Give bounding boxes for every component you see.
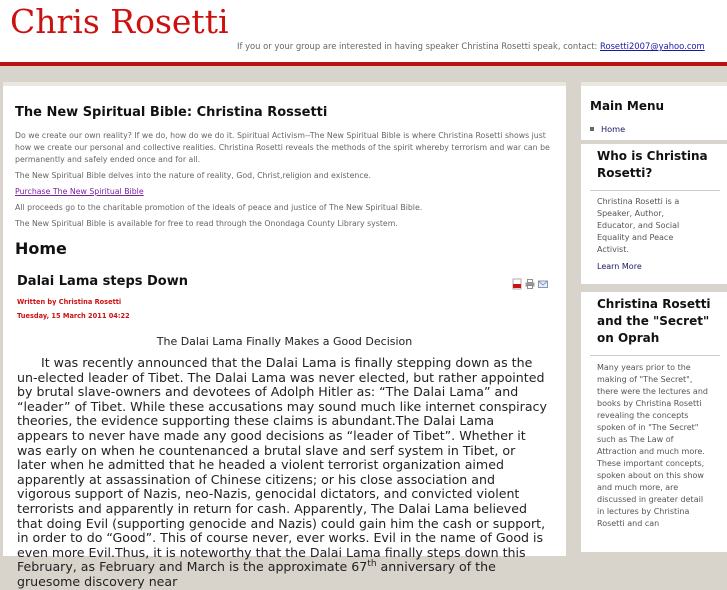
article-date: Tuesday, 15 March 2011 04:22	[17, 312, 130, 320]
contact-email-link[interactable]: Rosetti2007@yahoo.com	[600, 41, 705, 51]
secret-title: Christina Rosetti and the "Secret" on Oprah	[597, 297, 711, 345]
menu-item-home[interactable]	[590, 124, 625, 134]
email-icon[interactable]	[538, 279, 548, 289]
article-title[interactable]: Dalai Lama steps Down	[17, 274, 188, 289]
sidebar	[581, 82, 727, 552]
main-menu-box	[581, 82, 727, 140]
article-subtitle: The Dalai Lama Finally Makes a Good Decision	[156, 335, 413, 348]
bullet-icon	[590, 127, 594, 131]
intro-paragraph: The New Spiritual Bible delves into the nature of reality, God, Christ,religion and existence.	[15, 171, 371, 180]
site-title[interactable]: Chris Rosetti	[10, 2, 229, 41]
contact-text: If you or your group are interested in having speaker Christina Rosetti speak, contact:	[237, 41, 598, 51]
site-header	[0, 0, 727, 62]
article-author: Written by Christina Rosetti	[17, 298, 122, 306]
article-body-end: anniversary of the gruesome discovery near	[17, 559, 496, 589]
purchase-link[interactable]: Purchase The New Spiritual Bible	[15, 187, 144, 196]
divider	[590, 355, 720, 356]
main-menu-title: Main Menu	[590, 99, 665, 113]
article-tools	[512, 279, 548, 289]
ordinal-suffix: th	[367, 559, 377, 570]
main-content	[3, 82, 566, 589]
secret-box	[581, 292, 727, 552]
intro-paragraph: The New Spiritual Bible is available for free to read through the Onondaga County Library system.	[15, 219, 398, 228]
article-body-main: It was recently announced that the Dalai Lama is finally stepping down as the un-elected leader of Tibet. The Dalai Lama was never elected, but rather appointed by brutal slave-owners and devotees of Adolph Hitler as: “The Dalai Lama” and “leader” of Tibet. While these accusations may sound much like internet conspiracy theories, the evidence supporting these claims is abundant.The Dalai Lama appears to never have made any good decisions as “leader of Tibet”. Whether it was early on when he countenanced a brutal slave and serf system in Tibet, or later when he admitted that he headed a violent terrorist organization aimed apparently at assassination of Chinese citizens; or his close association and vigorous support of Nazis, neo-Nazis, genocidal dictators, and convicted violent terrorists and apparently in return for cash. Apparently, The Dalai Lama believed that doing Evil (supporting genocide and Nazis) could gain him the cash or support, in order to do “Good”. This of course never, ever works. Evil in the name of Good is even more Evil.Thus, it is noteworthy that the Dalai Lama finally steps down this February, as February and March is the approximate 67	[17, 355, 547, 575]
learn-more-link[interactable]: Learn More	[597, 262, 642, 271]
home-heading: Home	[15, 239, 67, 258]
intro-paragraph: Do we create our own reality? If we do, how do we do it. Spiritual Activism--The New Spiritual Bible is where Christina Rosetti shows just how we create our personal and collective realities. Christina Rosetti reveals the methods of the spirit whereby terrorism and war can be permanently and safely ended once and for all.	[15, 131, 550, 164]
intro-paragraph: All proceeds go to the charitable promotion of the ideals of peace and justice of The New Spiritual Bible.	[15, 203, 423, 212]
who-text: Christina Rosetti is a Speaker, Author, Educator, and Social Equality and Peace Activist.	[597, 197, 680, 254]
who-box	[581, 144, 727, 284]
article-body	[17, 356, 547, 590]
print-icon[interactable]	[525, 279, 535, 289]
intro-title: The New Spiritual Bible: Christina Rossetti	[15, 105, 328, 120]
pdf-icon[interactable]	[512, 279, 522, 289]
menu-item-label: Home	[601, 124, 626, 134]
contact-line	[237, 41, 705, 51]
divider	[590, 190, 720, 191]
header-spacer	[0, 66, 727, 80]
who-title: Who is Christina Rosetti?	[597, 149, 708, 180]
secret-text: Many years prior to the making of "The Secret", there were the lectures and books by Christina Rosetti revealing the concepts spoken of in "The Secret" such as The Law of Attraction and much more. These important concepts, spoken about on this show and much more, are discussed in greater detail in lectures by Christina Rosetti and can	[597, 363, 708, 528]
